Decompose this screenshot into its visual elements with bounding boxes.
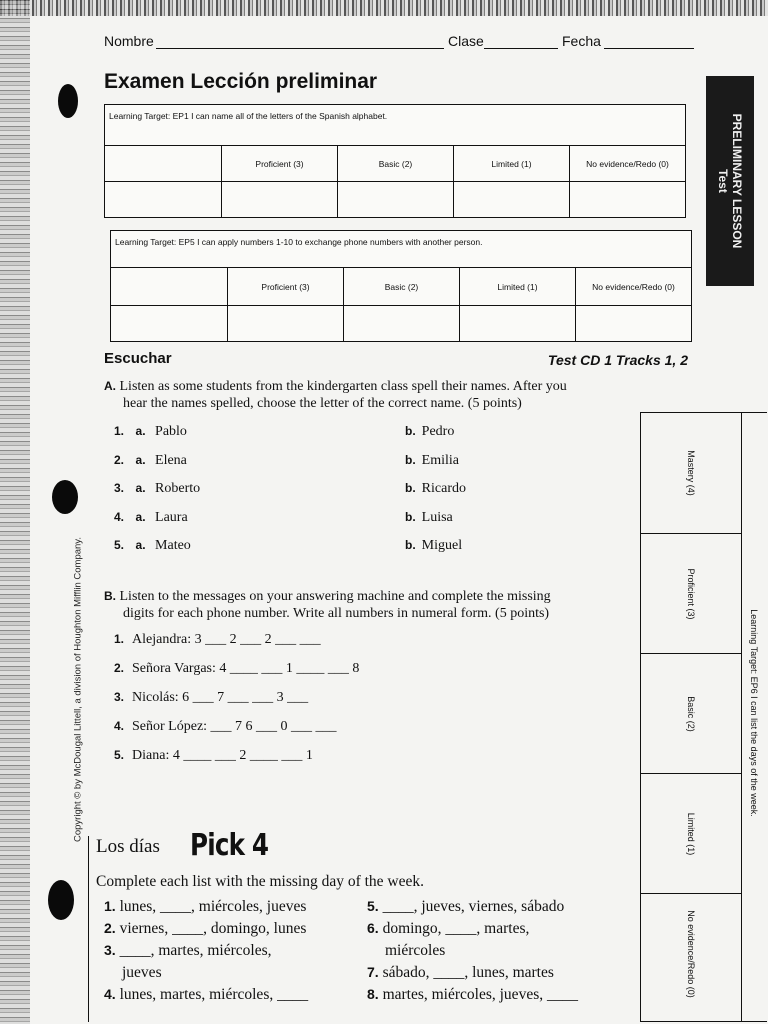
score-cell[interactable] bbox=[344, 306, 460, 341]
item-number: 5. bbox=[367, 898, 379, 914]
option-letter-a: a. bbox=[135, 509, 146, 524]
part-a-item bbox=[114, 424, 187, 440]
part-b-instructions bbox=[104, 588, 624, 622]
option-letter-a: a. bbox=[135, 452, 146, 467]
scan-top-edge bbox=[0, 0, 768, 16]
item-number: 5. bbox=[114, 538, 125, 552]
rubric-score-row bbox=[105, 181, 685, 217]
option-letter-b: b. bbox=[405, 481, 416, 495]
level-basic: Basic (2) bbox=[344, 268, 460, 306]
part-b-letter: B. bbox=[104, 589, 116, 603]
phone-number-item[interactable] bbox=[114, 690, 308, 706]
rubric-level-label: Mastery (4) bbox=[686, 450, 696, 496]
handwritten-note: Pick 4 bbox=[190, 828, 269, 863]
clase-field[interactable] bbox=[484, 48, 558, 49]
part-a-item bbox=[114, 510, 188, 526]
days-item[interactable] bbox=[367, 964, 554, 982]
level-limited: Limited (1) bbox=[460, 268, 576, 306]
level-basic: Basic (2) bbox=[338, 146, 454, 182]
phone-number-text: Nicolás: 6 ___ 7 ___ ___ 3 ___ bbox=[132, 690, 309, 705]
audio-track-label: Test CD 1 Tracks 1, 2 bbox=[547, 352, 688, 368]
score-cell[interactable] bbox=[338, 182, 454, 217]
days-item[interactable] bbox=[367, 986, 578, 1004]
item-number: 3. bbox=[114, 690, 125, 704]
binder-hole-bottom bbox=[48, 880, 74, 920]
option-letter-b: b. bbox=[405, 424, 416, 438]
option-letter-a: a. bbox=[135, 424, 146, 438]
option-b-name[interactable]: Pedro bbox=[421, 424, 455, 439]
item-number: 2. bbox=[104, 920, 116, 936]
part-a-option-b bbox=[405, 424, 454, 440]
rubric-level-cell[interactable] bbox=[641, 413, 741, 533]
binder-hole-top bbox=[58, 84, 78, 118]
item-number: 8. bbox=[367, 986, 379, 1002]
item-number: 3. bbox=[114, 481, 125, 495]
part-b-instructions-line1: Listen to the messages on your answering machine and complete the missing bbox=[119, 589, 551, 604]
item-number: 2. bbox=[114, 452, 125, 467]
phone-number-item[interactable] bbox=[114, 661, 359, 677]
item-number: 3. bbox=[104, 942, 116, 958]
part-a-letter: A. bbox=[104, 379, 116, 393]
phone-number-item[interactable] bbox=[114, 719, 337, 735]
learning-target-caption: Learning Target: EP1 I can name all of the letters of the Spanish alphabet. bbox=[109, 111, 388, 121]
days-item[interactable] bbox=[367, 920, 529, 938]
days-item-continuation: jueves bbox=[122, 964, 162, 981]
level-limited: Limited (1) bbox=[454, 146, 570, 182]
option-letter-b: b. bbox=[405, 452, 416, 467]
days-item-text: domingo, ____, martes, bbox=[382, 920, 530, 937]
learning-target-ep1 bbox=[104, 104, 686, 218]
fecha-field[interactable] bbox=[604, 48, 694, 49]
page-title: Examen Lección preliminar bbox=[104, 70, 378, 93]
rubric-level-label: No evidence/Redo (0) bbox=[686, 910, 696, 998]
level-proficient: Proficient (3) bbox=[228, 268, 344, 306]
option-b-name[interactable]: Emilia bbox=[421, 452, 459, 468]
side-tab-line2: Test bbox=[716, 169, 730, 193]
phone-number-item[interactable] bbox=[114, 632, 321, 648]
rubric-header-row bbox=[111, 267, 691, 306]
part-a-instructions bbox=[104, 378, 624, 412]
side-tab-line1: PRELIMINARY LESSON bbox=[730, 113, 744, 249]
option-a-name[interactable]: Elena bbox=[155, 452, 187, 468]
option-b-name[interactable]: Ricardo bbox=[421, 481, 466, 496]
learning-target-ep5 bbox=[110, 230, 692, 342]
phone-number-text: Señora Vargas: 4 ____ ___ 1 ____ ___ 8 bbox=[132, 661, 360, 676]
item-number: 1. bbox=[104, 898, 116, 914]
score-cell[interactable] bbox=[576, 306, 691, 341]
item-number: 1. bbox=[114, 424, 125, 438]
part-a-instructions-line1: Listen as some students from the kindergarten class spell their names. After you bbox=[119, 379, 567, 394]
rubric-level-cell[interactable] bbox=[641, 533, 741, 654]
days-rubric-table bbox=[640, 412, 767, 1022]
los-dias-instructions: Complete each list with the missing day of the week. bbox=[96, 873, 425, 890]
item-number: 4. bbox=[114, 509, 125, 524]
rubric-level-label: Limited (1) bbox=[686, 812, 696, 856]
level-proficient: Proficient (3) bbox=[222, 146, 338, 182]
nombre-field[interactable] bbox=[156, 48, 444, 49]
days-item-text: lunes, martes, miércoles, ____ bbox=[119, 986, 309, 1003]
days-item-continuation: miércoles bbox=[385, 942, 446, 959]
part-a-instructions-line2: hear the names spelled, choose the letter of the correct name. (5 points) bbox=[123, 396, 522, 411]
days-item[interactable] bbox=[104, 942, 272, 960]
days-item-text: ____, martes, miércoles, bbox=[119, 942, 272, 959]
item-number: 2. bbox=[114, 661, 125, 675]
rubric-level-cell[interactable] bbox=[641, 893, 741, 1014]
option-a-name[interactable]: Pablo bbox=[155, 424, 187, 439]
option-letter-a: a. bbox=[135, 481, 146, 495]
nombre-label: Nombre bbox=[104, 33, 154, 49]
option-b-name[interactable]: Luisa bbox=[421, 509, 453, 525]
level-no-evidence: No evidence/Redo (0) bbox=[586, 159, 669, 169]
level-no-evidence: No evidence/Redo (0) bbox=[592, 282, 675, 292]
side-tab bbox=[706, 76, 754, 286]
phone-number-text: Alejandra: 3 ___ 2 ___ 2 ___ ___ bbox=[132, 632, 321, 647]
days-item[interactable] bbox=[104, 986, 308, 1004]
learning-target-caption: Learning Target: EP5 I can apply numbers 1-10 to exchange phone numbers with another person. bbox=[115, 237, 483, 247]
option-letter-b: b. bbox=[405, 538, 416, 552]
item-number: 7. bbox=[367, 964, 379, 980]
part-a-option-b bbox=[405, 481, 466, 497]
days-item-text: lunes, ____, miércoles, jueves bbox=[119, 898, 307, 915]
phone-number-text: Señor López: ___ 7 6 ___ 0 ___ ___ bbox=[132, 719, 337, 734]
scan-left-edge bbox=[0, 0, 30, 1024]
days-item-text: viernes, ____, domingo, lunes bbox=[119, 920, 307, 937]
option-letter-b: b. bbox=[405, 509, 416, 524]
item-number: 5. bbox=[114, 748, 125, 762]
option-b-name[interactable]: Miguel bbox=[421, 538, 463, 553]
part-a-item bbox=[114, 453, 187, 469]
rubric-level-label: Basic (2) bbox=[686, 696, 696, 732]
rubric-level-cell[interactable] bbox=[641, 773, 741, 894]
days-item[interactable] bbox=[104, 898, 306, 916]
item-number: 6. bbox=[367, 920, 379, 936]
option-a-name[interactable]: Roberto bbox=[155, 481, 201, 496]
part-a-option-b bbox=[405, 538, 462, 554]
score-cell[interactable] bbox=[570, 182, 685, 217]
copyright-notice: Copyright © by McDougal Littell, a division of Houghton Mifflin Company. bbox=[72, 537, 84, 842]
part-b-instructions-line2: digits for each phone number. Write all numbers in numeral form. (5 points) bbox=[123, 606, 550, 621]
days-item-text: ____, jueves, viernes, sábado bbox=[382, 898, 565, 915]
item-number: 4. bbox=[104, 986, 116, 1002]
phone-number-text: Diana: 4 ____ ___ 2 ____ ___ 1 bbox=[132, 748, 313, 763]
days-item-text: sábado, ____, lunes, martes bbox=[382, 964, 554, 981]
score-cell[interactable] bbox=[454, 182, 570, 217]
days-item-text: martes, miércoles, jueves, ____ bbox=[382, 986, 578, 1003]
option-a-name[interactable]: Mateo bbox=[155, 538, 191, 553]
score-cell[interactable] bbox=[222, 182, 338, 217]
part-a-option-b bbox=[405, 453, 459, 469]
clase-label: Clase bbox=[448, 33, 484, 49]
section-heading-escuchar: Escuchar bbox=[104, 350, 172, 367]
item-number: 1. bbox=[114, 632, 125, 646]
option-a-name[interactable]: Laura bbox=[155, 509, 188, 525]
item-number: 4. bbox=[114, 719, 125, 733]
rubric-level-label: Proficient (3) bbox=[686, 568, 696, 620]
score-cell[interactable] bbox=[228, 306, 344, 341]
part-a-item bbox=[114, 481, 200, 497]
rubric-header-row bbox=[105, 145, 685, 182]
los-dias-title: Los días bbox=[96, 836, 160, 857]
part-a-option-b bbox=[405, 510, 453, 526]
fecha-label: Fecha bbox=[562, 33, 601, 49]
score-cell[interactable] bbox=[460, 306, 576, 341]
part-a-item bbox=[114, 538, 191, 554]
option-letter-a: a. bbox=[135, 538, 146, 552]
rubric-level-cell[interactable] bbox=[641, 653, 741, 774]
days-item[interactable] bbox=[367, 898, 564, 916]
phone-number-item[interactable] bbox=[114, 748, 313, 764]
days-learning-target-caption: Learning Target: EP6 I can list the days of the week. bbox=[749, 609, 759, 817]
rubric-score-row bbox=[111, 305, 691, 341]
days-item[interactable] bbox=[104, 920, 306, 938]
